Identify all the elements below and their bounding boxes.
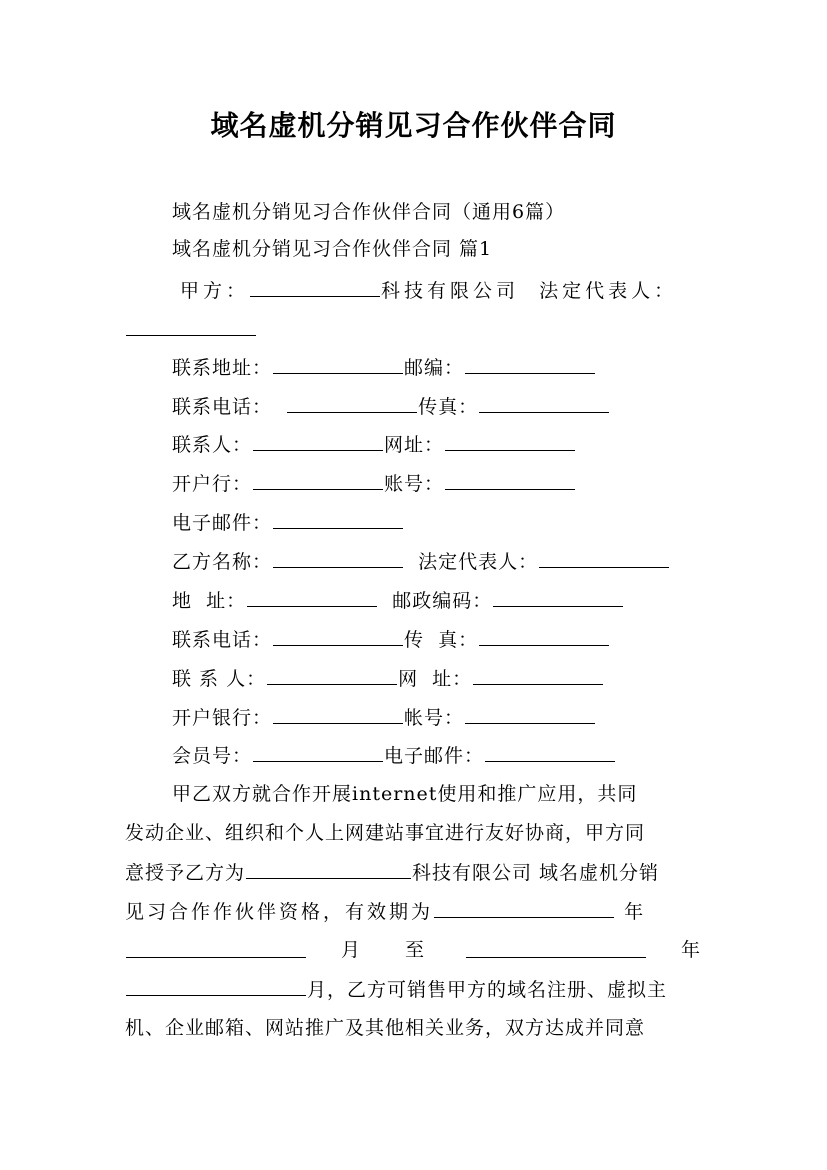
party-a-fax-blank	[479, 393, 609, 413]
party-b-legal-rep-blank	[539, 548, 669, 568]
party-b-fax-label: 传 真：	[404, 629, 479, 651]
party-b-account-blank	[465, 704, 595, 724]
party-a-legal-rep-label: 法定代表人：	[539, 280, 678, 302]
year-label-1: 年	[624, 901, 647, 923]
party-b-website-label: 网 址：	[398, 668, 473, 690]
section-heading: 域名虚机分销见习合作伙伴合同 篇1	[172, 238, 493, 260]
party-a-contact-line	[172, 431, 576, 458]
party-b-contact-label: 联 系 人：	[172, 668, 267, 690]
party-a-email-label: 电子邮件：	[172, 512, 273, 534]
body-line-3-start: 意授予乙方为	[125, 862, 246, 884]
party-b-member-blank	[253, 742, 383, 762]
party-b-legal-rep-label: 法定代表人：	[418, 551, 539, 573]
party-a-address-blank	[273, 354, 403, 374]
party-a-email-line	[172, 509, 404, 536]
party-b-email-label: 电子邮件：	[384, 745, 485, 767]
party-a-address-line	[172, 354, 596, 381]
party-a-website-blank	[445, 431, 575, 451]
party-a-account-blank	[445, 470, 575, 490]
body-line-3	[125, 859, 659, 886]
party-a-phone-label: 联系电话：	[172, 396, 273, 418]
body-line-6	[125, 976, 667, 1003]
to-label: 至	[405, 939, 426, 961]
validity-end-month-blank	[126, 976, 306, 996]
party-a-contact-blank	[253, 431, 383, 451]
party-a-legal-rep-blank	[126, 316, 256, 336]
validity-start-month-blank	[126, 938, 306, 958]
year-label-2: 年	[681, 939, 702, 961]
party-a-postcode-blank	[465, 354, 595, 374]
party-a-website-label: 网址：	[384, 434, 445, 456]
party-b-address-blank	[247, 587, 377, 607]
party-b-phone-line	[172, 626, 610, 653]
document-title: 域名虚机分销见习合作伙伴合同	[210, 109, 617, 142]
party-b-name-blank	[273, 548, 403, 568]
body-line-3-end: 科技有限公司 域名虚机分销	[412, 862, 660, 884]
party-a-line	[180, 277, 677, 304]
party-b-contact-blank	[267, 665, 397, 685]
party-b-postcode-label: 邮政编码：	[392, 590, 493, 612]
party-b-member-label: 会员号：	[172, 745, 253, 767]
body-line-4	[125, 898, 646, 925]
party-b-company-blank	[246, 859, 411, 879]
party-a-address-label: 联系地址：	[172, 357, 273, 379]
party-b-bank-blank	[273, 704, 403, 724]
party-b-address-label: 地 址：	[172, 590, 247, 612]
party-a-fax-label: 传真：	[418, 396, 479, 418]
body-line-4-start: 见习合作作伙伴资格，有效期为	[125, 901, 434, 923]
body-line-7: 机、企业邮箱、网站推广及其他相关业务，双方达成并同意	[125, 1017, 646, 1039]
party-a-company-suffix: 科技有限公司	[381, 280, 520, 302]
party-a-bank-line	[172, 470, 576, 497]
party-a-postcode-label: 邮编：	[404, 357, 465, 379]
party-a-account-label: 账号：	[384, 473, 445, 495]
party-a-email-blank	[273, 509, 403, 529]
validity-end-year-blank	[466, 938, 646, 958]
body-line-2: 发动企业、组织和个人上网建站事宜进行友好协商，甲方同	[125, 822, 646, 844]
party-a-bank-blank	[253, 470, 383, 490]
party-a-phone-line	[172, 393, 610, 420]
party-b-address-line	[172, 587, 624, 614]
party-b-contact-line	[172, 665, 604, 692]
party-a-label: 甲方：	[180, 280, 250, 302]
party-b-member-line	[172, 742, 616, 769]
document-subtitle: 域名虚机分销见习合作伙伴合同（通用6篇）	[172, 201, 566, 223]
party-b-website-blank	[473, 665, 603, 685]
body-line-6-end: 月，乙方可销售甲方的域名注册、虚拟主	[307, 979, 668, 1001]
body-line-1: 甲乙双方就合作开展internet使用和推广应用，共同	[172, 783, 638, 805]
party-b-postcode-blank	[493, 587, 623, 607]
party-b-email-blank	[485, 742, 615, 762]
party-b-phone-label: 联系电话：	[172, 629, 273, 651]
party-a-phone-blank	[287, 393, 417, 413]
party-b-bank-label: 开户银行：	[172, 707, 273, 729]
month-label-1: 月	[341, 939, 362, 961]
party-b-name-label: 乙方名称：	[172, 551, 273, 573]
validity-start-year-blank	[434, 898, 614, 918]
party-b-account-label: 帐号：	[404, 707, 465, 729]
party-b-phone-blank	[273, 626, 403, 646]
party-a-legal-rep-line	[125, 316, 257, 343]
party-b-bank-line	[172, 704, 596, 731]
party-a-name-blank	[250, 277, 380, 297]
party-b-fax-blank	[479, 626, 609, 646]
party-a-bank-label: 开户行：	[172, 473, 253, 495]
party-b-name-line	[172, 548, 670, 575]
party-a-contact-label: 联系人：	[172, 434, 253, 456]
